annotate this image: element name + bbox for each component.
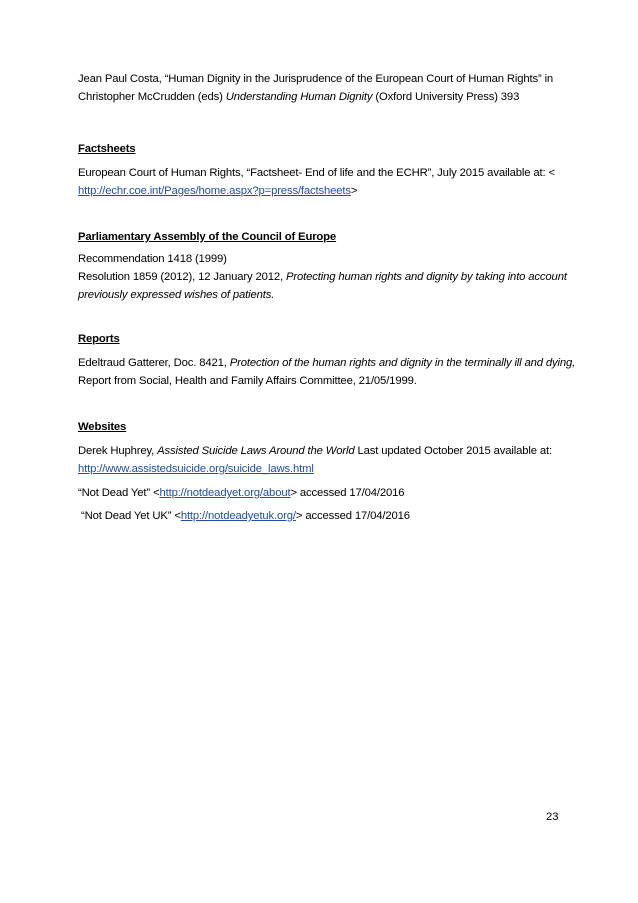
pace-heading: Parliamentary Assembly of the Council of Europe	[78, 231, 337, 243]
factsheets-heading: Factsheets	[78, 143, 136, 155]
pace-resolution-title: Protecting human rights and dignity by taking into account previously expressed wishes of patients.	[78, 271, 567, 301]
reports-citation	[78, 354, 578, 390]
not-dead-yet-name: “Not Dead Yet” <	[78, 487, 160, 499]
costa-citation-text: Jean Paul Costa, “Human Dignity in the Jurisprudence of the European Court of Human Rights” in Christopher McCrudden (eds)	[78, 73, 554, 103]
costa-citation-book-title: Understanding Human Dignity	[225, 91, 373, 103]
pace-citations	[78, 250, 578, 304]
humphrey-title: Assisted Suicide Laws Around the World	[157, 445, 355, 457]
costa-citation	[78, 70, 578, 106]
humphrey-author: Derek Huphrey,	[78, 445, 158, 457]
not-dead-yet-uk-link[interactable]: http://notdeadyetuk.org/	[180, 510, 296, 522]
factsheets-link[interactable]: http://echr.coe.int/Pages/home.aspx?p=press/factsheets	[78, 185, 351, 197]
not-dead-yet-citation	[78, 484, 578, 502]
reports-citation-text: Edeltraud Gatterer, Doc. 8421,	[78, 357, 230, 369]
factsheets-citation-text: European Court of Human Rights, “Factsheet- End of life and the ECHR”, July 2015 available at: <	[78, 167, 555, 179]
factsheets-citation	[78, 164, 578, 200]
not-dead-yet-uk-citation	[78, 507, 578, 525]
page-number: 23	[546, 811, 559, 823]
reports-citation-source: Report from Social, Health and Family Affairs Committee, 21/05/1999.	[78, 375, 417, 387]
not-dead-yet-link[interactable]: http://notdeadyet.org/about	[159, 487, 291, 499]
humphrey-link[interactable]: http://www.assistedsuicide.org/suicide_laws.html	[78, 463, 314, 475]
humphrey-citation	[78, 442, 578, 478]
humphrey-update: Last updated October 2015 available at:	[354, 445, 552, 457]
factsheets-closing-bracket: >	[350, 185, 358, 197]
pace-resolution	[78, 268, 578, 304]
pace-resolution-text: Resolution 1859 (2012), 12 January 2012,	[78, 271, 287, 283]
reports-citation-title: Protection of the human rights and dignity in the terminally ill and dying,	[229, 357, 576, 369]
websites-heading: Websites	[78, 421, 127, 433]
reports-heading: Reports	[78, 333, 120, 345]
pace-recommendation: Recommendation 1418 (1999)	[78, 253, 227, 265]
not-dead-yet-uk-accessed: > accessed 17/04/2016	[295, 510, 410, 522]
not-dead-yet-accessed: > accessed 17/04/2016	[290, 487, 405, 499]
not-dead-yet-uk-name: “Not Dead Yet UK” <	[78, 510, 181, 522]
costa-citation-publisher: (Oxford University Press) 393	[372, 91, 520, 103]
